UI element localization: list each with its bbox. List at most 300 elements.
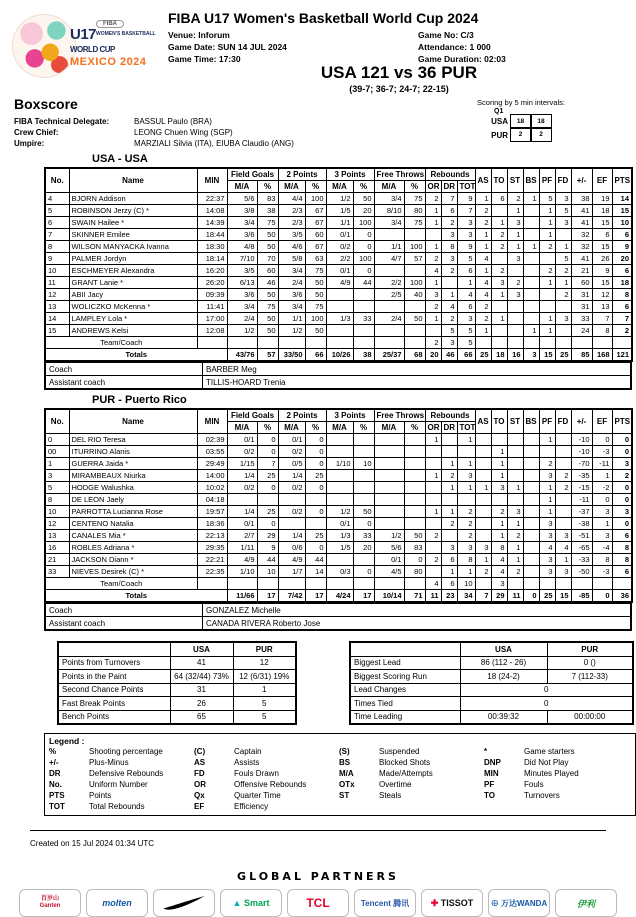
column-header: No. <box>45 409 69 434</box>
legend-description: Offensive Rebounds <box>234 780 307 789</box>
stat-cell: 2/4 <box>278 277 305 289</box>
stat-cell: 18:14 <box>197 253 227 265</box>
stat-cell <box>425 446 441 458</box>
legend-abbr: EF <box>194 802 205 811</box>
stat-cell: 50 <box>305 325 326 337</box>
stat-cell <box>507 446 523 458</box>
stat-cell: 4 <box>457 289 475 301</box>
smart-logo <box>220 889 282 917</box>
legend-description: Fouls <box>524 780 544 789</box>
stat-cell: 8 <box>491 542 507 554</box>
comparison-right-table <box>349 641 634 725</box>
comparison-pur-value: 0 () <box>547 656 633 670</box>
stat-cell <box>523 265 539 277</box>
stat-cell: 4/7 <box>374 253 404 265</box>
fiba-logo: FIBA <box>96 20 124 28</box>
comparison-usa-header: USA <box>460 642 547 656</box>
stat-cell: 4 <box>491 566 507 578</box>
stat-cell <box>326 578 353 590</box>
stat-cell: 25 <box>257 506 278 518</box>
ganten-cn: 百岁山 <box>40 896 59 902</box>
comparison-pur-value: 7 (112-33) <box>547 670 633 684</box>
stat-cell: 100 <box>305 193 326 205</box>
stat-cell: 0/2 <box>278 506 305 518</box>
stat-cell: 1 <box>491 289 507 301</box>
stat-cell: 44 <box>305 554 326 566</box>
comparison-empty-header <box>350 642 460 656</box>
stat-cell <box>425 482 441 494</box>
stat-cell: 2 <box>441 470 457 482</box>
stat-cell: 5/8 <box>278 253 305 265</box>
stat-cell: 50 <box>404 530 425 542</box>
column-header: M/A <box>278 181 305 193</box>
stat-cell: 2 <box>555 470 571 482</box>
stat-cell: 3 <box>592 506 612 518</box>
stat-cell: 2/4 <box>227 313 257 325</box>
stat-cell: 0 <box>592 494 612 506</box>
stat-cell: 7 <box>457 205 475 217</box>
stat-cell: 4 <box>475 277 491 289</box>
legend-abbr: AS <box>194 758 206 767</box>
stat-cell: 3 <box>555 193 571 205</box>
stat-cell: 1/4 <box>227 506 257 518</box>
stat-cell <box>404 265 425 277</box>
comparison-label: Bench Points <box>58 710 170 724</box>
stat-cell: 11 <box>45 277 69 289</box>
stat-cell: 1 <box>425 205 441 217</box>
stat-cell <box>523 205 539 217</box>
column-header: AS <box>475 409 491 434</box>
stat-cell: 1 <box>507 205 523 217</box>
column-header: Field Goals <box>227 409 278 422</box>
stat-cell: 2 <box>475 566 491 578</box>
stat-cell <box>374 265 404 277</box>
column-header: No. <box>45 168 69 193</box>
legend-description: Quarter Time <box>234 791 281 800</box>
stat-cell: 67 <box>305 217 326 229</box>
interval-team-label: PUR <box>491 130 508 140</box>
stat-cell: 8 <box>612 554 632 566</box>
legend-description: Turnovers <box>524 791 560 800</box>
stat-cell: 2 <box>475 205 491 217</box>
total-stat-cell: 23 <box>441 590 457 603</box>
stat-cell: 1/1 <box>278 313 305 325</box>
stat-cell: 3 <box>45 470 69 482</box>
stat-cell <box>374 301 404 313</box>
stat-cell: -50 <box>571 566 592 578</box>
stat-cell <box>404 458 425 470</box>
coach-label: Coach <box>45 603 203 617</box>
comparison-tables <box>57 641 636 725</box>
stat-cell <box>353 578 374 590</box>
stat-cell <box>592 578 612 590</box>
comparison-label: Time Leading <box>350 710 460 724</box>
stat-cell: 1 <box>457 458 475 470</box>
stat-cell: 0/2 <box>326 241 353 253</box>
stat-cell: 100 <box>353 253 374 265</box>
stat-cell <box>555 301 571 313</box>
stat-cell <box>491 253 507 265</box>
stat-cell <box>507 337 523 349</box>
stat-cell: 1 <box>539 217 555 229</box>
column-header: 3 Points <box>326 168 374 181</box>
global-partners-title: GLOBAL PARTNERS <box>237 870 399 883</box>
column-header: % <box>353 181 374 193</box>
stat-cell <box>555 578 571 590</box>
stat-cell: 1 <box>425 217 441 229</box>
stat-cell: 67 <box>305 205 326 217</box>
stat-cell: 0/2 <box>278 482 305 494</box>
stat-cell: 3 <box>539 566 555 578</box>
stat-cell <box>523 289 539 301</box>
interval-score-cell: 18 <box>530 114 552 129</box>
player-name-cell: HODGE Walushka <box>69 482 197 494</box>
column-header: PF <box>539 168 555 193</box>
stat-cell: 5 <box>539 193 555 205</box>
stat-cell: 1/1 <box>326 217 353 229</box>
total-stat-cell: 25 <box>555 349 571 362</box>
stat-cell: 1 <box>539 494 555 506</box>
total-stat-cell: 15 <box>555 590 571 603</box>
assistant-coach-name: CANADA RIVERA Roberto Jose <box>203 617 632 631</box>
stat-cell: 0/6 <box>278 542 305 554</box>
stat-cell: 1/4 <box>278 470 305 482</box>
stat-cell: 100 <box>404 277 425 289</box>
stat-cell: 33 <box>571 313 592 325</box>
column-header: % <box>353 422 374 434</box>
stat-cell: 0 <box>612 494 632 506</box>
player-name-cell: SWAIN Hailee * <box>69 217 197 229</box>
player-name-cell: BJORN Addison <box>69 193 197 205</box>
stat-cell <box>592 337 612 349</box>
legend-abbr: * <box>484 747 488 756</box>
stat-cell: 1 <box>507 554 523 566</box>
stat-cell <box>353 325 374 337</box>
legend-abbr: OR <box>194 780 206 789</box>
player-name-cell: DE LEON Jaely <box>69 494 197 506</box>
stat-cell: 0 <box>305 542 326 554</box>
stat-cell: 2 <box>491 241 507 253</box>
stat-cell: 3/4 <box>227 217 257 229</box>
stat-cell: 1/4 <box>227 470 257 482</box>
legend-abbr: OTx <box>339 780 355 789</box>
player-name-cell: ESCHMEYER Alexandra <box>69 265 197 277</box>
stat-cell: 1/2 <box>326 193 353 205</box>
comparison-label: Biggest Scoring Run <box>350 670 460 684</box>
column-header: TO <box>491 409 507 434</box>
game-time: Game Time: 17:30 <box>168 54 241 64</box>
stat-cell <box>441 530 457 542</box>
legend-abbr: TO <box>484 791 495 800</box>
stat-cell <box>523 518 539 530</box>
stat-cell: 3/5 <box>227 265 257 277</box>
yili-logo <box>555 889 617 917</box>
coach-table <box>44 602 632 631</box>
stat-cell <box>507 578 523 590</box>
stat-cell: 2 <box>475 217 491 229</box>
stat-cell: 2 <box>425 253 441 265</box>
stat-cell: 2 <box>457 530 475 542</box>
stat-cell: 1/5 <box>326 205 353 217</box>
player-name-cell: DEL RIO Teresa <box>69 434 197 446</box>
stat-cell: 19 <box>592 193 612 205</box>
stat-cell <box>353 482 374 494</box>
column-header: TO <box>491 168 507 193</box>
stat-cell: 3 <box>555 566 571 578</box>
stat-cell <box>539 289 555 301</box>
stat-cell <box>404 518 425 530</box>
stat-cell: 20 <box>612 253 632 265</box>
comparison-label: Points in the Paint <box>58 670 170 684</box>
stat-cell: 17:00 <box>197 313 227 325</box>
stat-cell <box>374 578 404 590</box>
stat-cell: 2 <box>507 530 523 542</box>
stat-cell <box>425 566 441 578</box>
stat-cell: 1/2 <box>278 325 305 337</box>
smart-text: ▲ Smart <box>232 898 270 908</box>
stat-cell: 0 <box>45 434 69 446</box>
comparison-row <box>58 670 296 684</box>
stat-cell: 1 <box>441 482 457 494</box>
total-stat-cell: 20 <box>425 349 441 362</box>
stat-cell: 3/4 <box>278 265 305 277</box>
legend-abbr: PTS <box>49 791 65 800</box>
stat-cell: 75 <box>404 193 425 205</box>
stat-cell: 3 <box>441 229 457 241</box>
stat-cell: 1 <box>441 566 457 578</box>
stat-cell: 1 <box>507 542 523 554</box>
stat-cell: 1 <box>523 325 539 337</box>
stat-cell <box>475 434 491 446</box>
stat-cell <box>555 494 571 506</box>
stat-cell <box>539 578 555 590</box>
stat-cell: 2 <box>441 518 457 530</box>
stat-cell <box>523 229 539 241</box>
stat-cell: 4/5 <box>374 566 404 578</box>
coach-row <box>45 603 631 617</box>
stat-cell <box>507 325 523 337</box>
stat-cell: 1 <box>475 482 491 494</box>
stat-cell: -2 <box>592 482 612 494</box>
total-stat-cell: 68 <box>404 349 425 362</box>
stat-cell <box>475 530 491 542</box>
ganten-text <box>40 896 61 910</box>
legend-abbr: Qx <box>194 791 205 800</box>
stat-cell: 6 <box>612 265 632 277</box>
comparison-row <box>58 710 296 724</box>
stat-cell: -4 <box>592 542 612 554</box>
stat-cell <box>475 470 491 482</box>
column-header: OR <box>425 422 441 434</box>
stat-cell <box>353 470 374 482</box>
total-stat-cell: 3 <box>523 349 539 362</box>
stat-cell: 1 <box>507 518 523 530</box>
stat-cell: 1 <box>491 217 507 229</box>
stat-cell: 4 <box>555 542 571 554</box>
stat-cell: 6 <box>457 265 475 277</box>
interval-score-cell: 18 <box>510 114 532 129</box>
stat-cell: 10 <box>45 265 69 277</box>
stat-cell: 1 <box>491 313 507 325</box>
legend-description: Uniform Number <box>89 780 148 789</box>
team-coach-label: Team/Coach <box>45 337 197 349</box>
venue: Venue: Inforum <box>168 30 230 40</box>
comparison-label: Lead Changes <box>350 683 460 697</box>
column-header: DR <box>441 422 457 434</box>
stat-cell: 0 <box>353 566 374 578</box>
legend-entry <box>484 779 629 790</box>
official-name: BASSUL Paulo (BRA) <box>134 117 212 126</box>
player-row <box>45 289 632 301</box>
stat-cell <box>305 578 326 590</box>
stat-cell: 2 <box>612 470 632 482</box>
stat-cell <box>425 518 441 530</box>
total-stat-cell: 7 <box>475 590 491 603</box>
stat-cell: 100 <box>404 241 425 253</box>
total-stat-cell: 10/14 <box>374 590 404 603</box>
legend-description: Points <box>89 791 112 800</box>
comparison-row <box>58 656 296 670</box>
assistant-coach-label: Assistant coach <box>45 376 203 390</box>
player-name-cell: LAMPLEY Lola * <box>69 313 197 325</box>
stat-cell <box>197 578 227 590</box>
total-stat-cell: 18 <box>491 349 507 362</box>
legend-description: Defensive Rebounds <box>89 769 164 778</box>
created-timestamp: Created on 15 Jul 2024 01:34 UTC <box>30 839 155 848</box>
stat-cell: 60 <box>571 277 592 289</box>
totals-row <box>45 590 632 603</box>
player-row <box>45 470 632 482</box>
comparison-row <box>58 683 296 697</box>
player-row <box>45 554 632 566</box>
official-line <box>14 116 294 127</box>
stat-cell: 9 <box>45 253 69 265</box>
stat-cell: 32 <box>571 241 592 253</box>
stat-cell <box>523 301 539 313</box>
column-header: EF <box>592 409 612 434</box>
player-row <box>45 277 632 289</box>
stat-cell <box>523 542 539 554</box>
comparison-pur-value: 1 <box>233 683 296 697</box>
stat-cell: 1/11 <box>227 542 257 554</box>
stat-cell <box>523 277 539 289</box>
stat-cell: 5 <box>555 253 571 265</box>
comparison-pur-value: 5 <box>233 697 296 711</box>
game-duration: Game Duration: 02:03 <box>418 54 506 64</box>
stat-cell <box>227 494 257 506</box>
stat-cell: 1 <box>491 530 507 542</box>
legend-entry <box>339 779 484 790</box>
stat-cell: 18:44 <box>197 229 227 241</box>
totals-label: Totals <box>45 590 227 603</box>
stat-cell: 1 <box>555 277 571 289</box>
stat-cell <box>353 289 374 301</box>
stat-cell: 8 <box>592 325 612 337</box>
legend-abbr: % <box>49 747 57 756</box>
column-header: Free Throws <box>374 168 425 181</box>
legend-description: Overtime <box>379 780 412 789</box>
stat-cell: 1 <box>425 241 441 253</box>
player-name-cell: CENTENO Natalia <box>69 518 197 530</box>
stat-cell: 13 <box>45 301 69 313</box>
stat-cell: 4/8 <box>227 241 257 253</box>
wanda-icon: ⊕ <box>490 898 501 908</box>
stat-cell <box>491 494 507 506</box>
player-row <box>45 313 632 325</box>
stat-cell: 2 <box>441 265 457 277</box>
stat-cell: 25 <box>305 530 326 542</box>
stat-cell: 03:55 <box>197 446 227 458</box>
stat-cell: 4 <box>491 554 507 566</box>
stat-cell: 0 <box>404 554 425 566</box>
stat-cell: 50 <box>353 193 374 205</box>
molten-text: molten <box>102 898 132 908</box>
stat-cell: 0 <box>353 265 374 277</box>
legend-entry <box>49 757 194 768</box>
stat-cell: 5 <box>45 205 69 217</box>
stat-cell <box>404 337 425 349</box>
stat-cell <box>491 337 507 349</box>
quarter-scores: (39-7; 36-7; 24-7; 22-15) <box>349 84 449 94</box>
stat-cell: 44 <box>353 277 374 289</box>
stat-cell <box>507 494 523 506</box>
stat-cell: 1 <box>507 229 523 241</box>
legend-abbr: BS <box>339 758 351 767</box>
legend-row <box>49 801 631 812</box>
player-name-cell: MIRAMBEAUX Niurka <box>69 470 197 482</box>
stat-cell: 3 <box>457 542 475 554</box>
stat-cell: 1 <box>507 241 523 253</box>
stat-cell: 2 <box>507 277 523 289</box>
player-row <box>45 217 632 229</box>
interval-row <box>486 129 596 143</box>
comparison-usa-value: 31 <box>170 683 233 697</box>
stat-cell: 6 <box>441 554 457 566</box>
stat-cell <box>555 446 571 458</box>
stat-cell: 2 <box>425 530 441 542</box>
stat-cell: 50 <box>404 313 425 325</box>
stat-cell: 6 <box>612 301 632 313</box>
total-stat-cell: 11 <box>425 590 441 603</box>
stat-cell <box>523 566 539 578</box>
stat-cell <box>523 554 539 566</box>
team-coach-label: Team/Coach <box>45 578 197 590</box>
stat-cell: 70 <box>257 253 278 265</box>
stat-cell: 31 <box>571 289 592 301</box>
stat-cell: 3/6 <box>278 289 305 301</box>
stat-cell: 1 <box>539 205 555 217</box>
comparison-pur-header: PUR <box>233 642 296 656</box>
legend-description: Steals <box>379 791 402 800</box>
stat-cell: 4 <box>539 542 555 554</box>
column-header: % <box>404 422 425 434</box>
stat-cell: -11 <box>571 494 592 506</box>
stat-cell <box>523 470 539 482</box>
stat-cell: 3 <box>491 482 507 494</box>
stat-cell <box>507 458 523 470</box>
intervals-label: Scoring by 5 min intervals: <box>477 98 565 107</box>
stat-cell <box>612 337 632 349</box>
stat-cell <box>475 518 491 530</box>
stat-cell: 1/3 <box>326 313 353 325</box>
stat-cell <box>523 434 539 446</box>
legend-entry <box>49 746 194 757</box>
comparison-pur-header: PUR <box>547 642 633 656</box>
stat-cell: -33 <box>571 554 592 566</box>
stat-cell: 0/2 <box>278 446 305 458</box>
stat-cell <box>374 325 404 337</box>
stat-cell: 0 <box>592 434 612 446</box>
